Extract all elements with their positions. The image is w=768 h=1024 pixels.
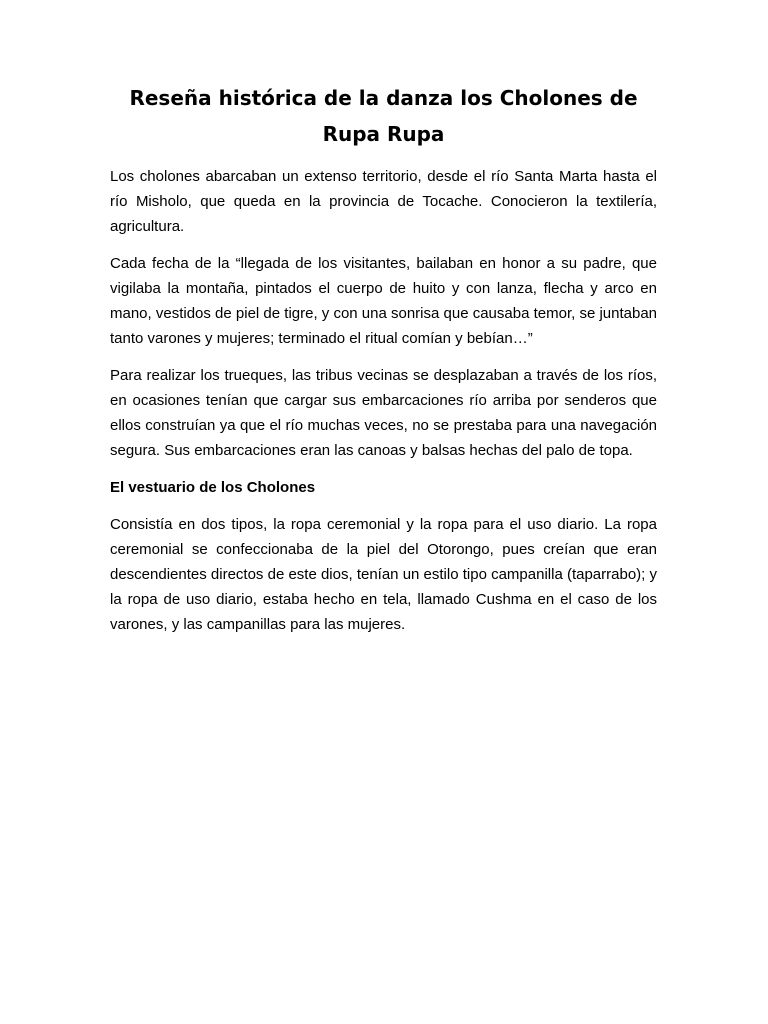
paragraph-ritual: Cada fecha de la “llegada de los visitantes, bailaban en honor a su padre, que vigilaba la montaña, pintados el cuerpo de huito y con lanza, flecha y arco en mano, vestidos de piel de tigre, y con una sonrisa que causaba temor, se juntaban tanto varones y mujeres; terminado el ritual comían y bebían…” [110,255,658,347]
document-title: Reseña histórica de la danza los Cholones de Rupa Rupa [129,86,638,146]
document-body [110,80,657,649]
paragraph-clothing: Consistía en dos tipos, la ropa ceremonial y la ropa para el uso diario. La ropa ceremonial se confeccionaba de la piel del Otorongo, pues creían que eran descendientes directos de este dios, tenían un estilo tipo campanilla (taparrabo); y la ropa de uso diario, estaba hecho en tela, llamado Cushma en el caso de los varones, y las campanillas para las mujeres. [110,516,657,633]
paragraph-territory: Los cholones abarcaban un extenso territorio, desde el río Santa Marta hasta el río Misholo, que queda en la provincia de Tocache. Conocieron la textilería, agricultura. [110,168,657,235]
paragraph-trade: Para realizar los trueques, las tribus vecinas se desplazaban a través de los ríos, en ocasiones tenían que cargar sus embarcaciones río arriba por senderos que ellos construían ya que el río muchas veces, no se prestaba para una navegación segura. Sus embarcaciones eran las canoas y balsas hechas del palo de topa. [110,367,657,459]
section-heading-clothing: El vestuario de los Cholones [110,479,316,496]
